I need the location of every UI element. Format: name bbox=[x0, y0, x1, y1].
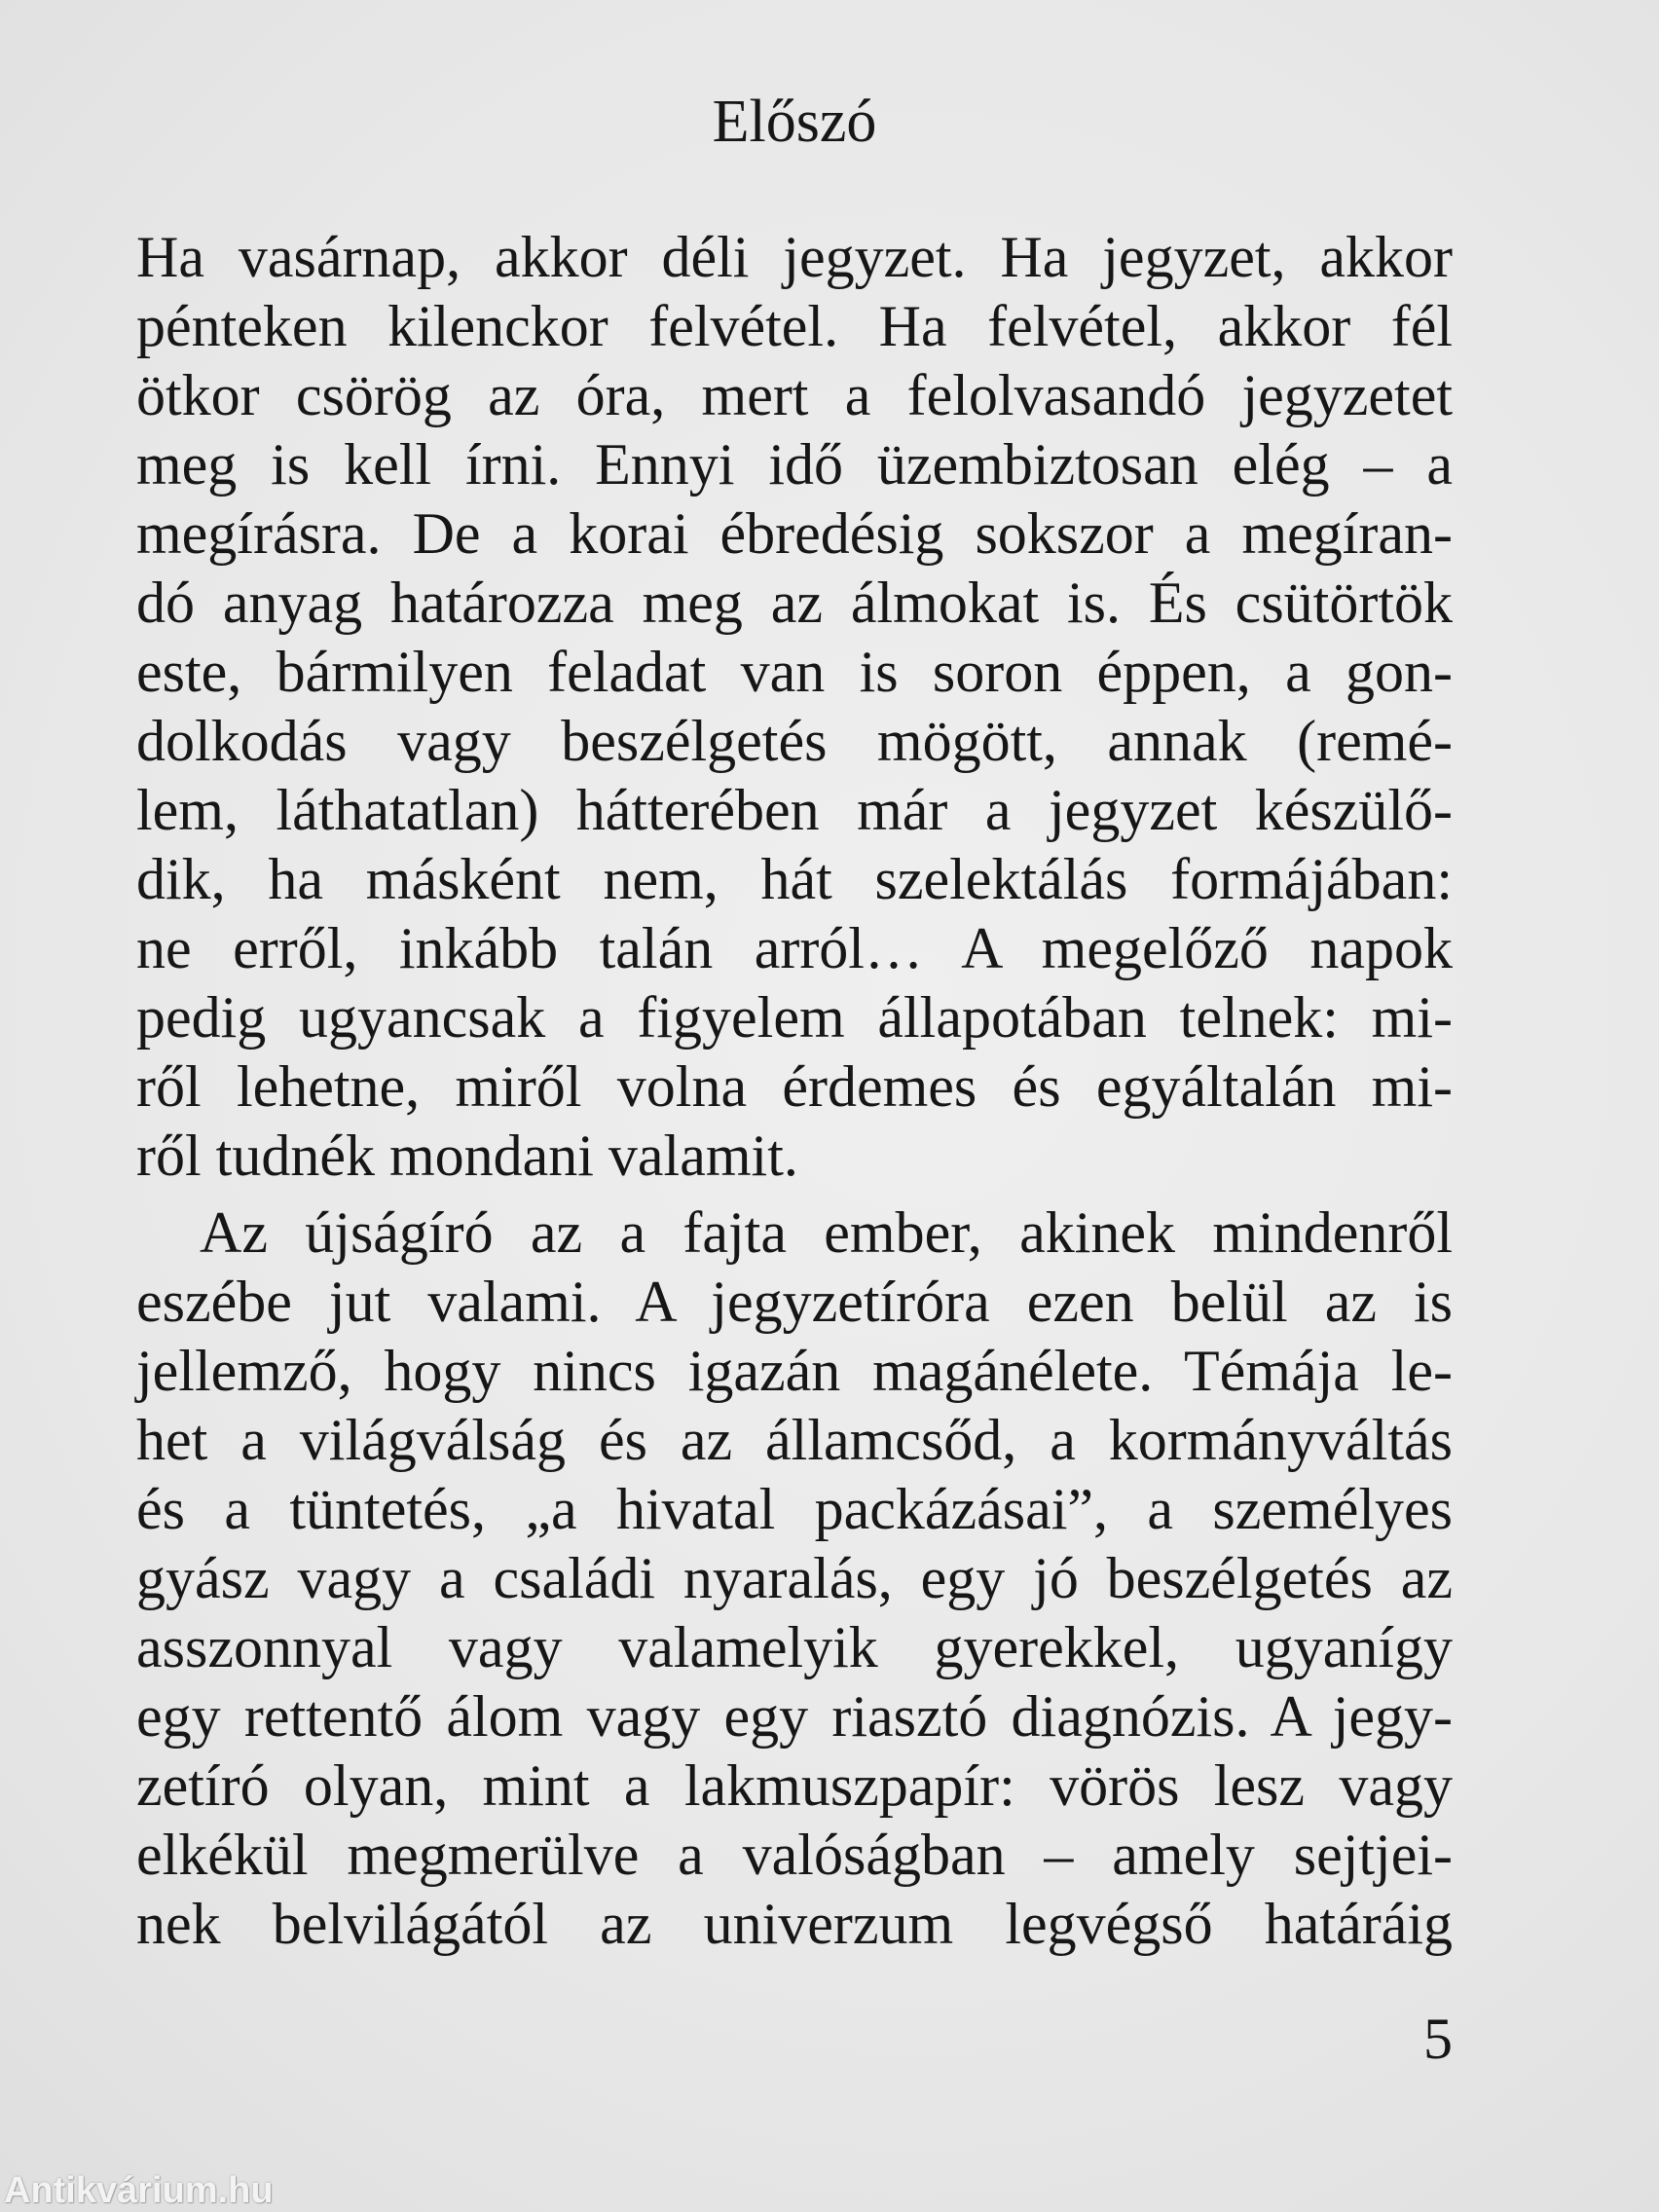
text-line: zetíró olyan, mint a lakmuszpapír: vörös lesz vagy bbox=[136, 1753, 1453, 1818]
text-line: nek belvilágától az univerzum legvégső határáig bbox=[136, 1892, 1453, 1956]
text-line: jellemző, hogy nincs igazán magánélete. Témája le- bbox=[136, 1339, 1453, 1403]
text-line: pénteken kilenckor felvétel. Ha felvétel, akkor fél bbox=[136, 294, 1453, 358]
text-line: elkékül megmerülve a valóságban – amely sejtjei- bbox=[136, 1823, 1453, 1887]
text-line: este, bármilyen feladat van is soron éppen, a gon- bbox=[136, 640, 1453, 704]
text-line: Ha vasárnap, akkor déli jegyzet. Ha jegyzet, akkor bbox=[136, 225, 1453, 289]
text-line: gyász vagy a családi nyaralás, egy jó beszélgetés az bbox=[136, 1546, 1453, 1610]
paragraph-2 bbox=[136, 1198, 1453, 1959]
text-line: ről lehetne, miről volna érdemes és egyáltalán mi- bbox=[136, 1054, 1453, 1119]
text-line: megírásra. De a korai ébredésig sokszor a megíran- bbox=[136, 501, 1453, 566]
text-line: egy rettentő álom vagy egy riasztó diagnózis. A jegy- bbox=[136, 1684, 1453, 1749]
text-line: eszébe jut valami. A jegyzetíróra ezen belül az is bbox=[136, 1270, 1453, 1334]
text-line: ötkor csörög az óra, mert a felolvasandó jegyzetet bbox=[136, 363, 1453, 427]
text-line: Az újságíró az a fajta ember, akinek mindenről bbox=[200, 1200, 1453, 1265]
page-title: Előszó bbox=[712, 89, 877, 155]
page-number: 5 bbox=[1423, 2007, 1453, 2071]
text-line: pedig ugyancsak a figyelem állapotában telnek: mi- bbox=[136, 985, 1453, 1050]
watermark: Antikvárium.hu bbox=[4, 2170, 274, 2211]
text-line: és a tüntetés, „a hivatal packázásai”, a személyes bbox=[136, 1477, 1453, 1541]
text-line: dó anyag határozza meg az álmokat is. És csütörtök bbox=[136, 571, 1453, 635]
text-line: asszonnyal vagy valamelyik gyerekkel, ugyanígy bbox=[136, 1615, 1453, 1679]
text-line: dik, ha másként nem, hát szelektálás formájában: bbox=[136, 847, 1453, 911]
paragraph-1 bbox=[136, 223, 1453, 1191]
text-line: ről tudnék mondani valamit. bbox=[136, 1124, 798, 1188]
text-line: het a világválság és az államcsőd, a kormányváltás bbox=[136, 1408, 1453, 1472]
text-line: lem, láthatatlan) hátterében már a jegyzet készülő- bbox=[136, 778, 1453, 842]
text-line: dolkodás vagy beszélgetés mögött, annak (remé- bbox=[136, 709, 1453, 773]
text-line: meg is kell írni. Ennyi idő üzembiztosan elég – a bbox=[136, 432, 1453, 497]
body-text bbox=[136, 223, 1453, 1959]
text-line: ne erről, inkább talán arról… A megelőző napok bbox=[136, 916, 1453, 980]
